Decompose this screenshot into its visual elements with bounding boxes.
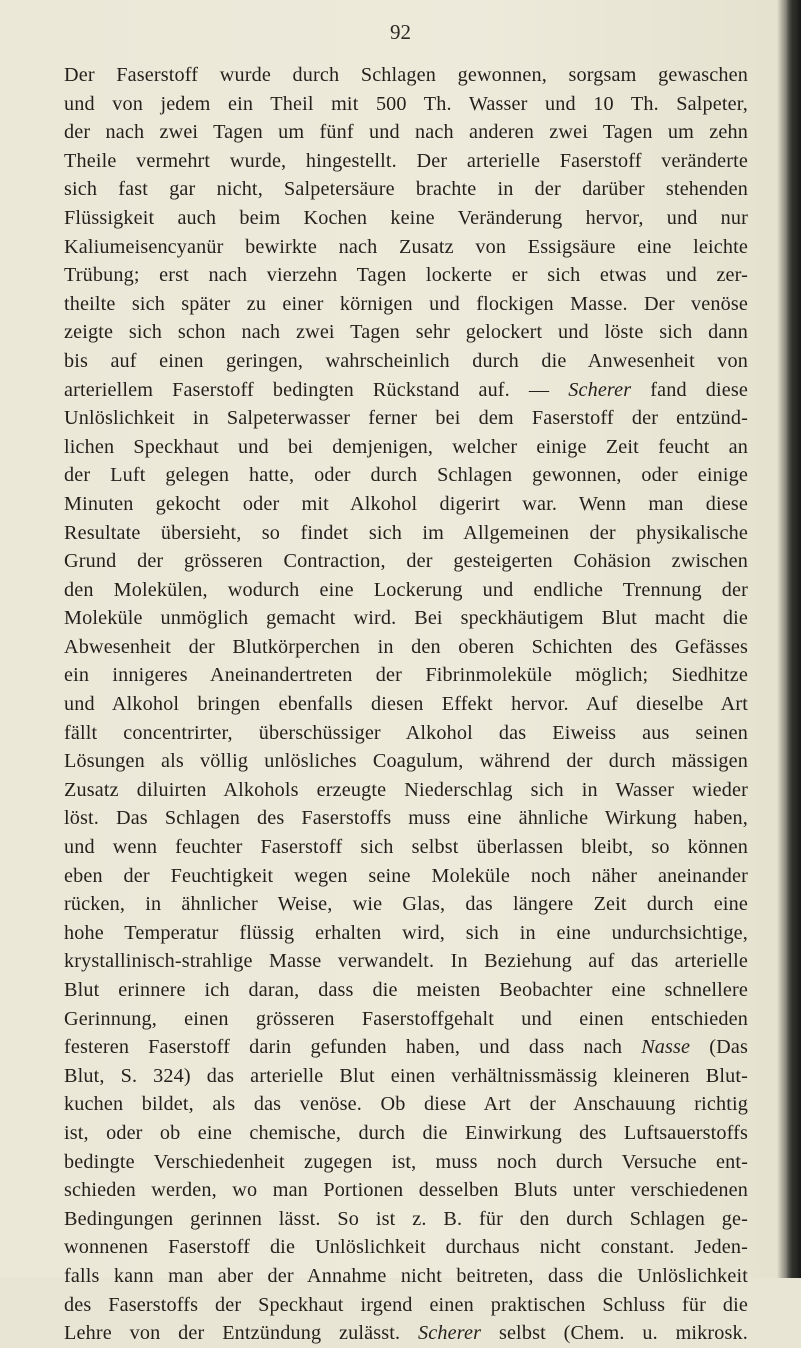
text-line: [64, 1033, 748, 1062]
text-segment: (Das: [690, 1036, 748, 1059]
text-line: Minuten gekocht oder mit Alkohol digerirt war. Wenn man diese: [64, 492, 748, 515]
text-line: und von jedem ein Theil mit 500 Th. Wasser und 10 Th. Salpeter,: [64, 92, 748, 115]
text-line: den Molekülen, wodurch eine Lockerung und endliche Trennung der: [64, 578, 748, 601]
text-segment: arteriellem Faserstoff bedingten Rückstand auf. —: [64, 378, 569, 401]
text-line: ist, oder ob eine chemische, durch die Einwirkung des Luftsauerstoffs: [64, 1121, 748, 1144]
text-line: und Alkohol bringen ebenfalls diesen Effekt hervor. Auf dieselbe Art: [64, 693, 748, 716]
text-segment: Lehre von der Entzündung zulässt.: [64, 1322, 419, 1345]
text-line: Lösungen als völlig unlösliches Coagulum, während der durch mässigen: [64, 750, 748, 773]
text-line: Trübung; erst nach vierzehn Tagen lockerte er sich etwas und zer-: [64, 264, 748, 287]
text-line: Der Faserstoff wurde durch Schlagen gewonnen, sorgsam gewaschen: [64, 64, 748, 86]
text-line: Abwesenheit der Blutkörperchen in den oberen Schichten des Gefässes: [64, 635, 748, 658]
text-line: lichen Speckhaut und bei demjenigen, welcher einige Zeit feucht an: [64, 435, 748, 458]
text-line: Blut, S. 324) das arterielle Blut einen verhältnissmässig kleineren Blut-: [64, 1064, 748, 1087]
text-line: Moleküle unmöglich gemacht wird. Bei speckhäutigem Blut macht die: [64, 607, 748, 630]
text-line: Bedingungen gerinnen lässt. So ist z. B. für den durch Schlagen ge-: [64, 1207, 748, 1230]
text-line: löst. Das Schlagen des Faserstoffs muss eine ähnliche Wirkung haben,: [64, 807, 748, 830]
text-line: kuchen bildet, als das venöse. Ob diese Art der Anschauung richtig: [64, 1093, 748, 1116]
text-line: wonnenen Faserstoff die Unlöslichkeit durchaus nicht constant. Jeden-: [64, 1236, 748, 1259]
text-line: bis auf einen geringen, wahrscheinlich durch die Anwesenheit von: [64, 349, 748, 372]
text-line: [64, 1319, 748, 1348]
text-line: zeigte sich schon nach zwei Tagen sehr gelockert und löste sich dann: [64, 321, 748, 344]
body-text: [64, 61, 748, 1348]
text-line: Kaliumeisencyanür bewirkte nach Zusatz von Essigsäure eine leichte: [64, 235, 748, 258]
text-line: hohe Temperatur flüssig erhalten wird, sich in eine undurchsichtige,: [64, 921, 748, 944]
text-line: Theile vermehrt wurde, hingestellt. Der arterielle Faserstoff veränderte: [64, 149, 748, 172]
text-line: sich fast gar nicht, Salpetersäure brachte in der darüber stehenden: [64, 178, 748, 201]
text-line: krystallinisch-strahlige Masse verwandelt. In Beziehung auf das arterielle: [64, 950, 748, 973]
text-line: Gerinnung, einen grösseren Faserstoffgehalt und einen entschieden: [64, 1007, 748, 1030]
text-line: des Faserstoffs der Speckhaut irgend einen praktischen Schluss für die: [64, 1293, 748, 1316]
text-segment: selbst (Chem. u. mikrosk.: [481, 1322, 748, 1345]
page-edge-shadow: [787, 0, 801, 1278]
text-segment: festeren Faserstoff darin gefunden haben, und dass nach: [64, 1036, 623, 1059]
text-line: [64, 376, 748, 405]
text-line: Zusatz diluirten Alkohols erzeugte Niederschlag sich in Wasser wieder: [64, 778, 748, 801]
text-line: fällt concentrirter, überschüssiger Alkohol das Eiweiss aus seinen: [64, 721, 748, 744]
author-name: Scherer: [568, 378, 632, 401]
author-name: Nasse: [641, 1036, 691, 1059]
page-number: 92: [390, 20, 411, 44]
text-line: falls kann man aber der Annahme nicht beitreten, dass die Unlöslichkeit: [64, 1264, 748, 1287]
author-name: Scherer: [418, 1322, 482, 1345]
text-line: der nach zwei Tagen um fünf und nach anderen zwei Tagen um zehn: [64, 121, 748, 144]
text-line: theilte sich später zu einer körnigen und flockigen Masse. Der venöse: [64, 292, 748, 315]
text-line: Unlöslichkeit in Salpeterwasser ferner bei dem Faserstoff der entzünd-: [64, 407, 748, 430]
text-line: ein innigeres Aneinandertreten der Fibrinmoleküle möglich; Siedhitze: [64, 664, 748, 687]
text-line: rücken, in ähnlicher Weise, wie Glas, das längere Zeit durch eine: [64, 893, 748, 916]
text-line: und wenn feuchter Faserstoff sich selbst überlassen bleibt, so können: [64, 836, 748, 859]
text-line: Blut erinnere ich daran, dass die meisten Beobachter eine schnellere: [64, 979, 748, 1001]
text-line: der Luft gelegen hatte, oder durch Schlagen gewonnen, oder einige: [64, 464, 748, 487]
text-line: Flüssigkeit auch beim Kochen keine Veränderung hervor, und nur: [64, 206, 748, 229]
text-line: Grund der grösseren Contraction, der gesteigerten Cohäsion zwischen: [64, 550, 748, 573]
text-segment: fand diese: [631, 378, 749, 401]
text-line: schieden werden, wo man Portionen desselben Bluts unter verschiedenen: [64, 1179, 748, 1202]
text-line: bedingte Verschiedenheit zugegen ist, muss noch durch Versuche ent-: [64, 1150, 748, 1173]
text-line: Resultate übersieht, so findet sich im Allgemeinen der physikalische: [64, 521, 748, 544]
text-line: eben der Feuchtigkeit wegen seine Moleküle noch näher aneinander: [64, 864, 748, 887]
